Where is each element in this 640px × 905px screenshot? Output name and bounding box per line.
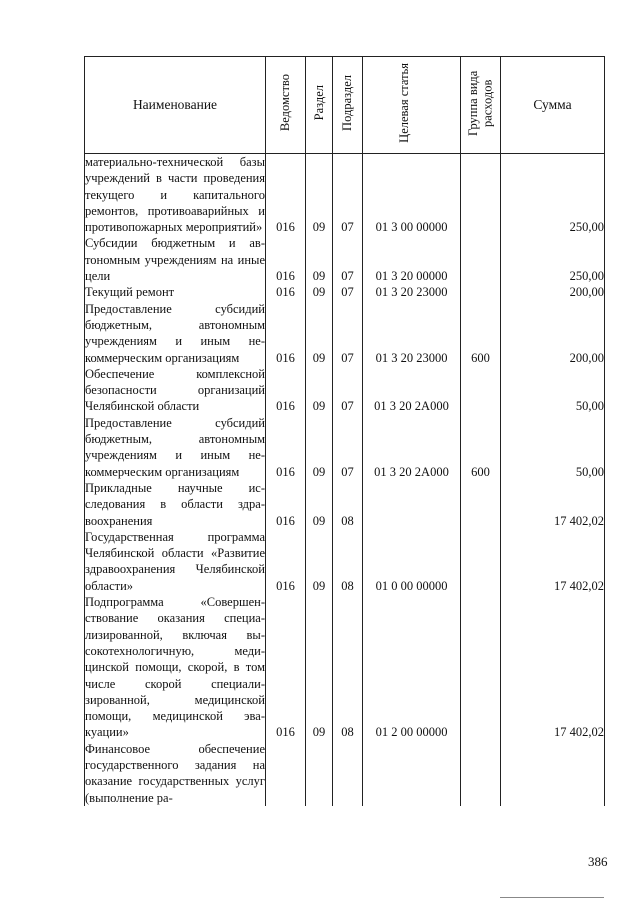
row-vedomstvo: [266, 741, 306, 806]
row-summa: 50,00: [501, 415, 605, 480]
row-summa: 50,00: [501, 366, 605, 415]
row-gruppa: [461, 741, 501, 806]
row-name: Обеспечение комплексной безопасности организаций Челябинской области: [85, 366, 265, 414]
row-gruppa: 600: [461, 415, 501, 480]
row-tselevaya-statya: 01 3 20 2А000: [363, 415, 461, 480]
row-tselevaya-statya: 01 3 20 00000: [363, 235, 461, 284]
row-vedomstvo: 016: [266, 529, 306, 594]
table-row: [85, 741, 605, 806]
row-gruppa: [461, 594, 501, 741]
table-row: [85, 415, 605, 480]
row-summa: 250,00: [501, 235, 605, 284]
row-tselevaya-statya: 01 0 00 00000: [363, 529, 461, 594]
row-summa: [501, 741, 605, 806]
row-vedomstvo: 016: [266, 366, 306, 415]
row-name: Финансовое обеспечение государственного задания на оказание государственных услуг (выполнение ра-: [85, 741, 265, 805]
row-tselevaya-statya: [363, 480, 461, 529]
row-podrazdel: 07: [333, 366, 363, 415]
table-row: [85, 366, 605, 415]
row-name: Подпрограмма «Совершенствование оказания специализированной, включая высокотехнологичную, медицинской помощи, скорой, в том числе скорой специализированной, медицинской помощи, медицинской эвакуации»: [85, 595, 265, 740]
row-name: Прикладные научные исследования в области здравоохранения: [85, 480, 265, 528]
row-vedomstvo: 016: [266, 235, 306, 284]
header-razdel: Раздел: [306, 57, 333, 154]
row-vedomstvo: 016: [266, 284, 306, 300]
row-summa: 250,00: [501, 154, 605, 236]
row-summa: 200,00: [501, 284, 605, 300]
row-razdel: 09: [306, 480, 333, 529]
row-razdel: 09: [306, 301, 333, 366]
row-vedomstvo: 016: [266, 301, 306, 366]
row-razdel: 09: [306, 594, 333, 741]
row-tselevaya-statya: 01 3 00 00000: [363, 154, 461, 236]
row-podrazdel: 08: [333, 480, 363, 529]
row-vedomstvo: 016: [266, 594, 306, 741]
row-podrazdel: 08: [333, 594, 363, 741]
table-row: [85, 480, 605, 529]
row-tselevaya-statya: 01 3 20 2А000: [363, 366, 461, 415]
row-podrazdel: 07: [333, 235, 363, 284]
row-gruppa: [461, 154, 501, 236]
row-podrazdel: [333, 741, 363, 806]
row-razdel: 09: [306, 415, 333, 480]
row-podrazdel: 08: [333, 529, 363, 594]
header-name: Наименование: [85, 57, 266, 154]
row-name: Текущий ремонт: [85, 284, 266, 300]
row-tselevaya-statya: 01 3 20 23000: [363, 301, 461, 366]
budget-table: [84, 56, 605, 806]
row-tselevaya-statya: [363, 741, 461, 806]
page-number: 386: [588, 854, 608, 869]
row-razdel: 09: [306, 284, 333, 300]
table-row: [85, 154, 605, 236]
header-summa: Сумма: [501, 57, 605, 154]
row-gruppa: [461, 235, 501, 284]
row-name: материально-технической базы учреждений в части проведения текущего и капитального ремонтов, противоаварийных и противопожарных мероприятий»: [85, 155, 265, 235]
row-vedomstvo: 016: [266, 415, 306, 480]
row-tselevaya-statya: 01 2 00 00000: [363, 594, 461, 741]
row-summa: 17 402,02: [501, 529, 605, 594]
row-razdel: 09: [306, 235, 333, 284]
row-podrazdel: 07: [333, 301, 363, 366]
table-body: [85, 154, 605, 806]
row-summa: 17 402,02: [501, 480, 605, 529]
row-podrazdel: 07: [333, 284, 363, 300]
row-razdel: 09: [306, 154, 333, 236]
header-tselevaya-statya: Целевая статья: [363, 57, 461, 154]
row-razdel: 09: [306, 366, 333, 415]
table-row: [85, 301, 605, 366]
row-razdel: 09: [306, 529, 333, 594]
row-tselevaya-statya: 01 3 20 23000: [363, 284, 461, 300]
row-vedomstvo: 016: [266, 480, 306, 529]
table-row: [85, 529, 605, 594]
table-row: [85, 284, 605, 300]
header-gruppa-vida-rashodov: Группа вида расходов: [461, 57, 501, 154]
row-razdel: [306, 741, 333, 806]
row-gruppa: [461, 529, 501, 594]
row-name: Субсидии бюджетным и автономным учреждениям на иные цели: [85, 236, 265, 284]
row-podrazdel: 07: [333, 415, 363, 480]
row-gruppa: [461, 480, 501, 529]
row-summa: 17 402,02: [501, 594, 605, 741]
row-name: Предоставление субсидий бюджетным, автономным учреждениям и иным некоммерческим организациям: [85, 301, 265, 365]
footer-rule: [500, 897, 604, 898]
table-row: [85, 235, 605, 284]
row-name: Предоставление субсидий бюджетным, автономным учреждениям и иным некоммерческим организациям: [85, 415, 265, 479]
row-summa: 200,00: [501, 301, 605, 366]
row-gruppa: [461, 366, 501, 415]
row-vedomstvo: 016: [266, 154, 306, 236]
row-gruppa: 600: [461, 301, 501, 366]
row-gruppa: [461, 284, 501, 300]
header-vedomstvo: Ведомство: [266, 57, 306, 154]
row-name: Государственная программа Челябинской области «Развитие здравоохранения Челябинской области»: [85, 529, 265, 593]
table-header: [85, 57, 605, 154]
table-row: [85, 594, 605, 741]
header-podrazdel: Подраздел: [333, 57, 363, 154]
row-podrazdel: 07: [333, 154, 363, 236]
